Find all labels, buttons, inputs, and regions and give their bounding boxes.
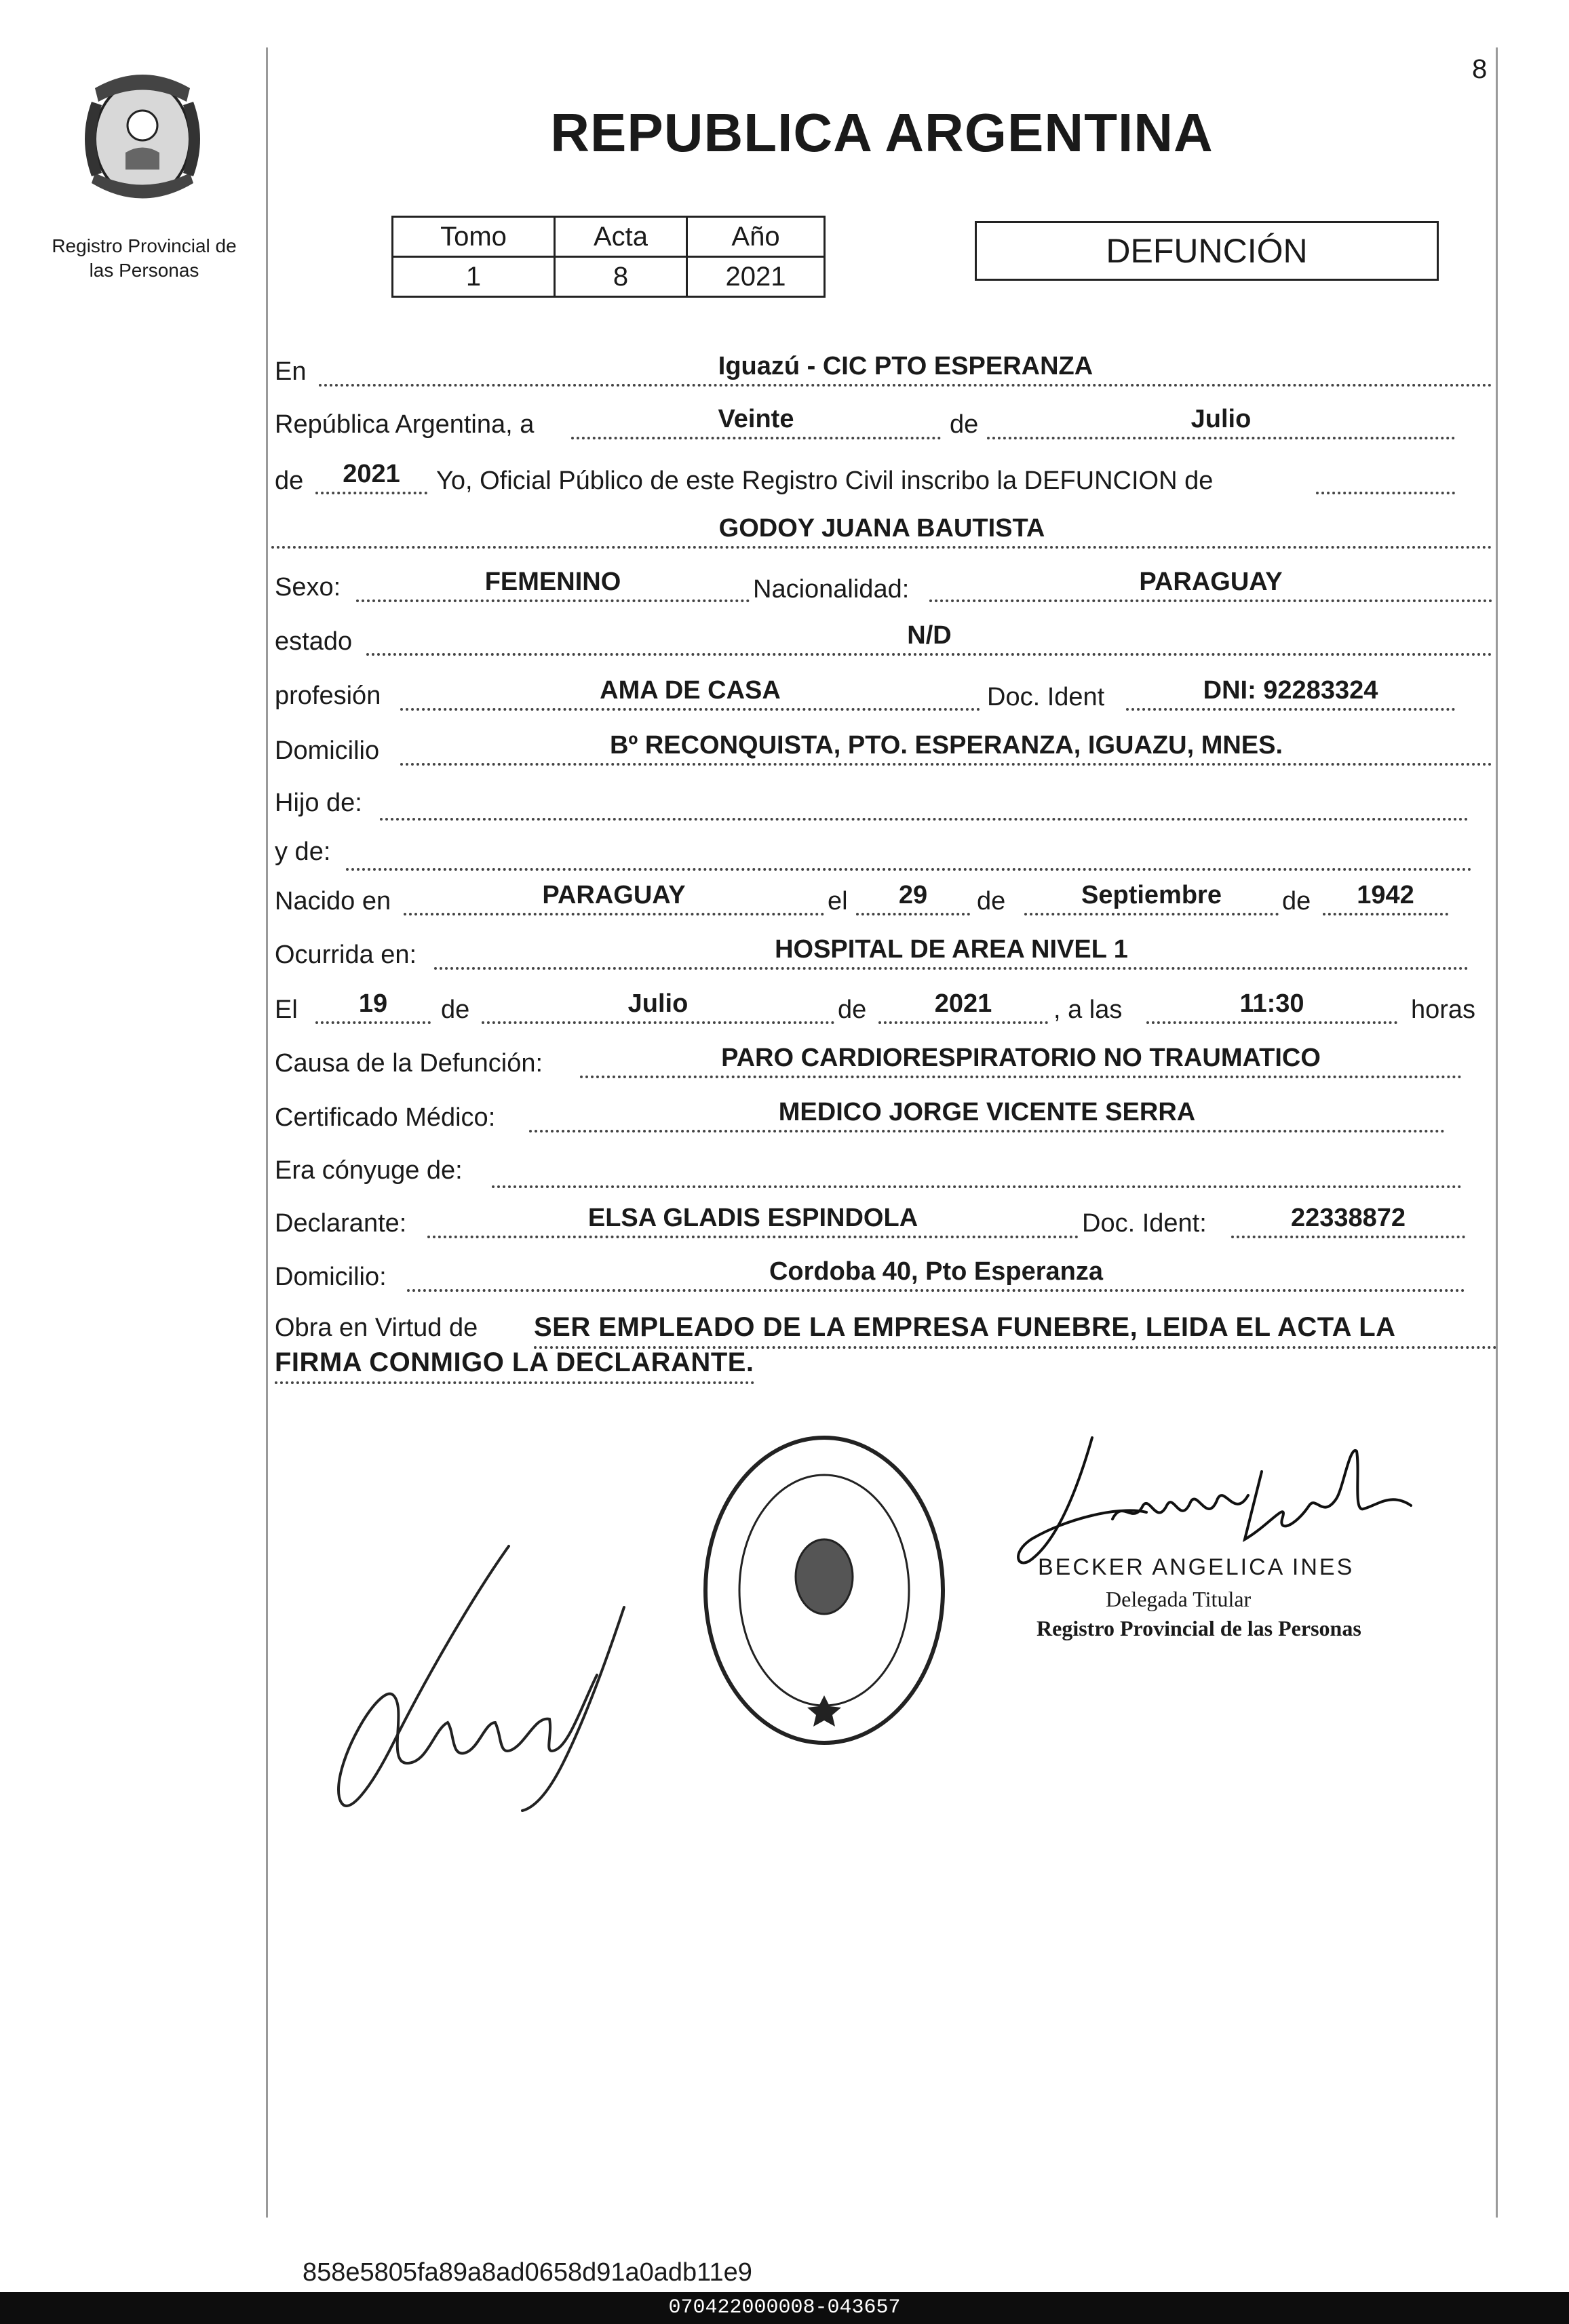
registry-caption-line1: Registro Provincial de [52,235,237,256]
label-profesion: profesión [275,682,381,710]
declarant-field: ELSA GLADIS ESPINDOLA [427,1203,1079,1238]
label-nacionalidad: Nacionalidad: [753,575,910,604]
label-declarante: Declarante: [275,1209,407,1238]
document-title: REPUBLICA ARGENTINA [550,102,1214,163]
label-obra: Obra en Virtud de [275,1314,478,1342]
tomo-header: Tomo [393,217,555,257]
label-causa: Causa de la Defunción: [275,1049,543,1078]
left-margin-line [266,47,268,2218]
death-year-field: 2021 [878,989,1048,1024]
label-de-6: de [838,996,867,1024]
address-field: Bº RECONQUISTA, PTO. ESPERANZA, IGUAZU, MNES. [400,730,1492,766]
basis-line2: FIRMA CONMIGO LA DECLARANTE. [275,1347,754,1384]
officer-office: Registro Provincial de las Personas [1037,1616,1361,1640]
page-number: 8 [1472,54,1488,84]
year-field: 2021 [315,459,427,494]
place-field: Iguazú - CIC PTO ESPERANZA [319,351,1492,387]
label-sexo: Sexo: [275,573,341,602]
label-estado: estado [275,627,353,656]
label-de-5: de [441,996,470,1024]
acta-value: 8 [555,257,687,297]
birth-place-field: PARAGUAY [404,880,824,915]
death-day-field: 19 [315,989,431,1024]
anio-header: Año [687,217,825,257]
label-y-de: y de: [275,838,331,866]
provincia-misiones-logo [71,61,214,217]
medical-certificate-field: MEDICO JORGE VICENTE SERRA [529,1097,1445,1133]
label-domicilio-declarant: Domicilio: [275,1263,387,1291]
label-de-1: de [950,410,979,439]
month-field: Julio [987,404,1455,439]
label-el: el [828,887,848,915]
label-republica: República Argentina, a [275,410,535,439]
record-type-box: DEFUNCIÓN [975,221,1439,281]
officer-title: Delegada Titular [1106,1587,1252,1611]
declarant-signature [319,1539,638,1824]
label-certificado: Certificado Médico: [275,1103,496,1132]
label-horas: horas [1411,996,1476,1024]
spouse-field [492,1153,1462,1188]
profession-field: AMA DE CASA [400,675,980,711]
acta-header: Acta [555,217,687,257]
tomo-value: 1 [393,257,555,297]
label-domicilio: Domicilio [275,736,380,765]
label-de-4: de [1282,887,1311,915]
birth-month-field: Septiembre [1024,880,1279,915]
nationality-field: PARAGUAY [929,567,1492,602]
label-de-3: de [977,887,1006,915]
death-time-field: 11:30 [1146,989,1397,1024]
birth-year-field: 1942 [1323,880,1448,915]
label-nacido-en: Nacido en [275,887,391,915]
right-margin-line [1496,47,1498,2218]
cause-field: PARO CARDIORESPIRATORIO NO TRAUMATICO [580,1043,1462,1078]
label-hijo-de: Hijo de: [275,789,362,817]
label-inscribo: Yo, Oficial Público de este Registro Civil inscribo la DEFUNCION de [436,467,1214,495]
death-place-field: HOSPITAL DE AREA NIVEL 1 [434,934,1469,970]
doc-ident-field: DNI: 92283324 [1126,675,1455,711]
registry-seal [699,1431,950,1750]
label-doc-ident-declarant: Doc. Ident: [1082,1209,1207,1238]
birth-day-field: 29 [856,880,970,915]
basis-line1: SER EMPLEADO DE LA EMPRESA FUNEBRE, LEIDA EL ACTA LA [534,1312,1497,1349]
barcode-text: 070422000008-043657 [668,2296,901,2319]
label-doc-ident: Doc. Ident [987,683,1105,711]
mother-field [346,835,1472,871]
declarant-doc-field: 22338872 [1231,1203,1465,1238]
label-de-2: de [275,467,304,495]
registry-caption [27,234,261,283]
label-el-cap: El [275,996,298,1024]
declarant-address-field: Cordoba 40, Pto Esperanza [407,1257,1465,1292]
anio-value: 2021 [687,257,825,297]
label-en: En [275,357,307,386]
label-ocurrida-en: Ocurrida en: [275,941,417,969]
day-text-field: Veinte [571,404,941,439]
document-hash: 858e5805fa89a8ad0658d91a0adb11e9 [303,2258,752,2287]
inscribo-tail-field [1316,459,1455,494]
death-month-field: Julio [482,989,834,1024]
deceased-name-field: GODOY JUANA BAUTISTA [271,513,1492,549]
label-conyuge: Era cónyuge de: [275,1156,463,1185]
record-number-table [391,216,826,298]
officer-name: BECKER ANGELICA INES [1038,1554,1355,1580]
registry-caption-line2: las Personas [89,260,199,281]
sex-field: FEMENINO [356,567,750,602]
label-a-las: , a las [1053,996,1123,1024]
father-field [380,785,1469,821]
marital-status-field: N/D [366,621,1492,656]
